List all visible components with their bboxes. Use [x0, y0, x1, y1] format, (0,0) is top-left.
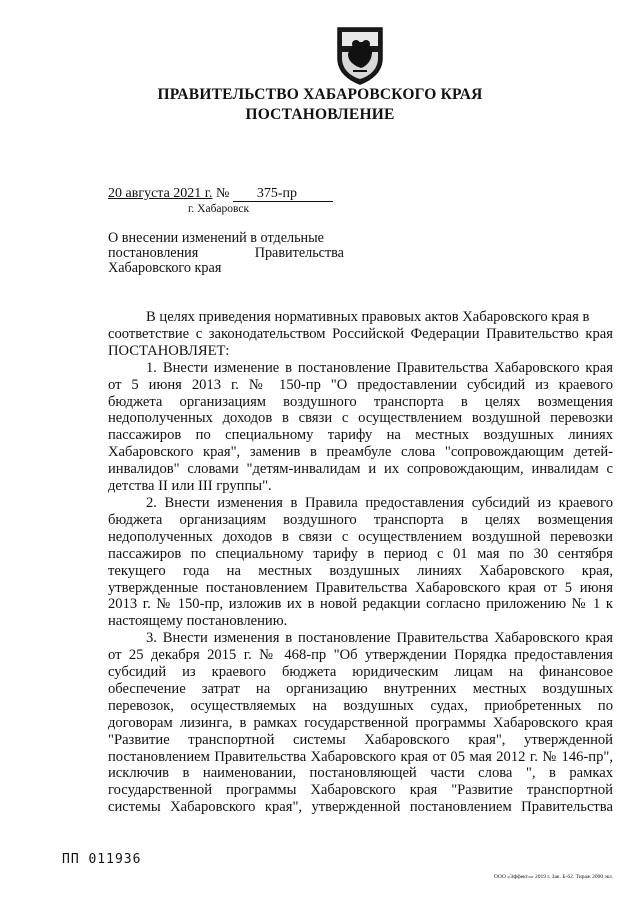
- body-line: обеспечение затрат на организацию внутренних местных воздушных: [108, 680, 613, 697]
- document-type: ПОСТАНОВЛЕНИЕ: [245, 106, 395, 123]
- body-line: пассажиров по специальному тарифу в период с 01 мая по 30 сентября: [108, 545, 613, 562]
- body-line: постановлением Правительства Хабаровского края от 05 мая 2012 г. № 146-пр",: [108, 748, 613, 765]
- body-line: перевозок, осуществляемых на воздушных судах, приобретенных по: [108, 697, 613, 714]
- body-line: 1. Внести изменение в постановление Правительства Хабаровского края: [146, 359, 613, 376]
- body-line: В целях приведения нормативных правовых актов Хабаровского края в: [146, 309, 590, 325]
- body-line: 2013 г. № 150-пр, изложив их в новой редакции согласно приложению № 1 к: [108, 596, 613, 613]
- body-line: бюджета организациям воздушного транспорта в целях возмещения: [108, 511, 613, 528]
- subject-word: постановления: [108, 245, 199, 261]
- subject-line: Хабаровского края: [108, 260, 222, 276]
- subject-word: Правительства: [254, 245, 344, 261]
- document-date-line: [108, 186, 333, 202]
- number-sign: №: [215, 186, 230, 201]
- body-line: исключив в наименовании, постановляющей части слова ", в рамках: [108, 765, 613, 782]
- document-body: [108, 309, 613, 816]
- body-line: пассажиров по специальному тарифу на местных воздушных линиях: [108, 427, 613, 444]
- body-line: настоящему постановлению.: [108, 613, 288, 630]
- body-line: государственной программы Хабаровского края "Развитие транспортной: [108, 782, 613, 799]
- body-line: недополученных доходов в связи с осуществлением воздушной перевозки: [108, 528, 613, 545]
- body-line: инвалидов" словами "детям-инвалидам и их сопровождающим, инвалидам с: [108, 461, 613, 478]
- body-line: системы Хабаровского края", утвержденной постановлением Правительства: [108, 799, 613, 816]
- coat-of-arms-emblem: [334, 24, 386, 86]
- body-line: недополученных доходов в связи с осуществлением воздушной перевозки: [108, 410, 613, 427]
- document-number: 375-пр: [233, 187, 333, 202]
- document-city: г. Хабаровск: [188, 203, 250, 215]
- body-line: 3. Внести изменения в постановление Правительства Хабаровского края: [146, 630, 613, 647]
- body-line: от 25 декабря 2015 г. № 468-пр "Об утверждении Порядка предоставления: [108, 647, 613, 664]
- body-line: бюджета организациям воздушного транспорта в целях возмещения: [108, 393, 613, 410]
- document-subject: [108, 231, 344, 276]
- government-title: ПРАВИТЕЛЬСТВО ХАБАРОВСКОГО КРАЯ: [157, 86, 483, 103]
- body-line: текущего года на местных воздушных линиях Хабаровского края,: [108, 562, 613, 579]
- subject-line: [108, 246, 344, 261]
- form-code: ПП 011936: [62, 852, 142, 867]
- body-line: детства II или III группы".: [108, 478, 272, 495]
- body-line: Хабаровского края", заменив в преамбуле слова "сопровождающим детей-: [108, 444, 613, 461]
- body-line: утвержденные постановлением Правительства Хабаровского края от 5 июня: [108, 579, 613, 596]
- body-line: соответствие с законодательством Российской Федерации Правительство края: [108, 325, 613, 342]
- body-line: субсидий из краевого бюджета юридическим лицам на финансовое: [108, 664, 613, 681]
- body-line: ПОСТАНОВЛЯЕТ:: [108, 342, 230, 359]
- body-line: 2. Внести изменения в Правила предоставления субсидий из краевого: [146, 494, 613, 511]
- printer-imprint: ООО «Эффект»» 2019 г. Зак. Б-62. Тираж 2000 экз.: [493, 874, 613, 880]
- body-line: договорам лизинга, в рамках государственной программы Хабаровского края: [108, 714, 613, 731]
- body-line: от 5 июня 2013 г. № 150-пр "О предоставлении субсидий из краевого: [108, 376, 613, 393]
- body-line: "Развитие транспортной системы Хабаровского края", утвержденной: [108, 731, 613, 748]
- subject-line: О внесении изменений в отдельные: [108, 230, 324, 246]
- document-date: 20 августа 2021 г.: [108, 186, 213, 201]
